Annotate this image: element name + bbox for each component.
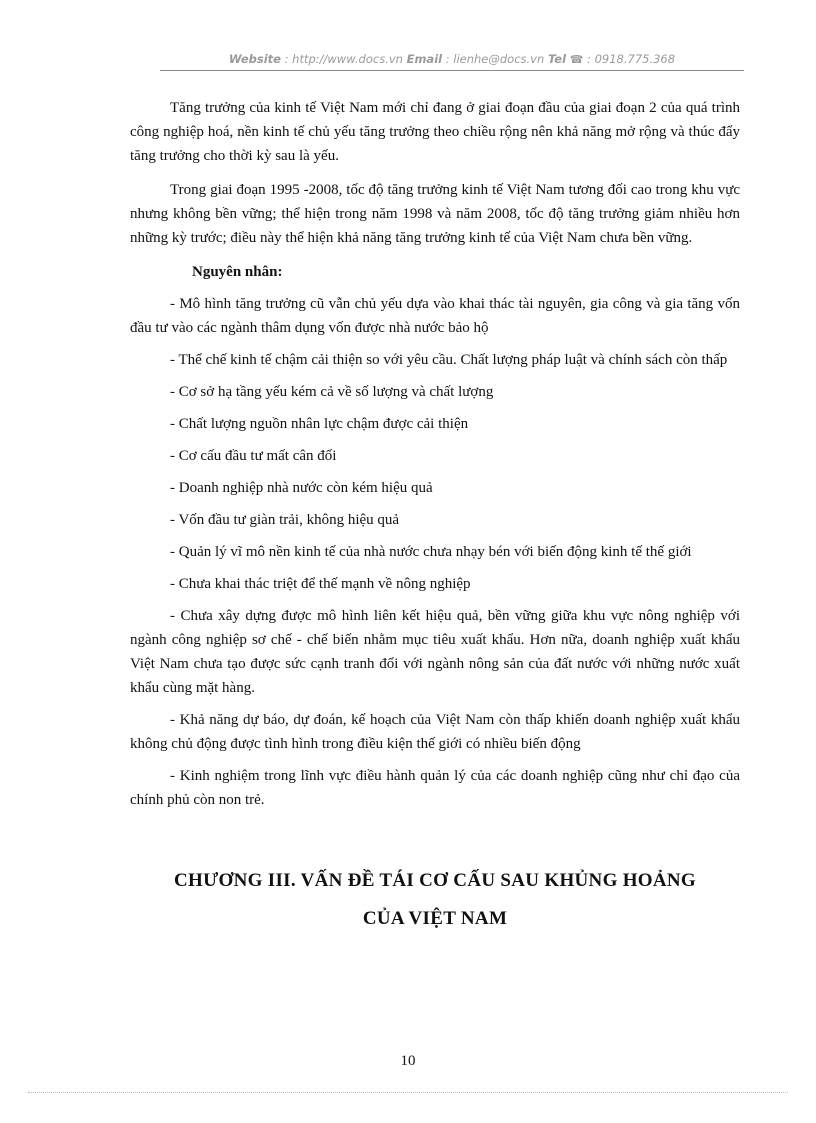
cause-item: - Cơ cấu đầu tư mất cân đối bbox=[170, 448, 337, 464]
cause-item: - Mô hình tăng trưởng cũ vẫn chủ yếu dựa vào khai thác tài nguyên, gia công và gia tăng vốn đầu tư vào các ngành thâm dụng vốn được nhà nước bảo hộ bbox=[130, 296, 740, 336]
email-value: : lienhe@docs.vn bbox=[442, 52, 548, 66]
paragraph-growth-period: Trong giai đoạn 1995 -2008, tốc độ tăng trưởng kinh tế Việt Nam tương đối cao trong khu vực nhưng không bền vững; thể hiện trong năm 1998 và năm 2008, tốc độ tăng trưởng giảm nhiều hơn những kỳ trước; điều này thể hiện khả năng tăng trưởng kinh tế của Việt Nam chưa bền vững. bbox=[130, 182, 740, 246]
cause-item: - Chưa khai thác triệt để thế mạnh về nông nghiệp bbox=[170, 576, 471, 592]
website-label: Website bbox=[228, 52, 281, 66]
cause-item: - Quản lý vĩ mô nền kinh tế của nhà nước chưa nhạy bén với biến động kinh tế thế giới bbox=[170, 544, 692, 560]
cause-item: - Chất lượng nguồn nhân lực chậm được cải thiện bbox=[170, 416, 469, 432]
page-header bbox=[160, 52, 744, 71]
chapter-title-line-1: CHƯƠNG III. VẤN ĐỀ TÁI CƠ CẤU SAU KHỦNG HOẢNG bbox=[174, 870, 696, 891]
cause-item: - Doanh nghiệp nhà nước còn kém hiệu quả bbox=[170, 480, 433, 496]
cause-item: - Kinh nghiệm trong lĩnh vực điều hành quản lý của các doanh nghiệp cũng như chỉ đạo của chính phủ còn non trẻ. bbox=[130, 768, 740, 808]
website-value: : http://www.docs.vn bbox=[280, 52, 407, 66]
phone-icon: ☎ bbox=[569, 53, 584, 66]
bottom-divider bbox=[28, 1092, 788, 1093]
tel-label: Tel bbox=[547, 52, 567, 66]
document-body bbox=[130, 96, 740, 820]
cause-item: - Cơ sở hạ tầng yếu kém cả về số lượng và chất lượng bbox=[170, 384, 494, 400]
chapter-heading bbox=[100, 862, 770, 938]
cause-item: - Khả năng dự báo, dự đoán, kế hoạch của Việt Nam còn thấp khiến doanh nghiệp xuất khẩu không chủ động được tình hình trong điều kiện thế giới có nhiều biến động bbox=[130, 712, 740, 752]
tel-value: : 0918.775.368 bbox=[583, 52, 676, 66]
page-number: 10 bbox=[400, 1053, 416, 1069]
causes-heading: Nguyên nhân: bbox=[192, 264, 283, 280]
chapter-title-line-2: CỦA VIỆT NAM bbox=[362, 908, 508, 929]
cause-item: - Vốn đầu tư giàn trải, không hiệu quả bbox=[170, 512, 400, 528]
paragraph-growth-stage: Tăng trưởng của kinh tế Việt Nam mới chỉ đang ở giai đoạn đầu của giai đoạn 2 của quá trình công nghiệp hoá, nền kinh tế chủ yếu tăng trưởng theo chiều rộng nên khả năng mở rộng và thúc đẩy tăng trưởng cho thời kỳ sau là yếu. bbox=[130, 100, 740, 164]
email-label: Email bbox=[406, 52, 443, 66]
cause-item: - Chưa xây dựng được mô hình liên kết hiệu quả, bền vững giữa khu vực nông nghiệp với ngành công nghiệp sơ chế - chế biến nhằm mục tiêu xuất khẩu. Hơn nữa, doanh nghiệp xuất khẩu Việt Nam chưa tạo được sức cạnh tranh đối với ngành nông sản của đất nước với những nước xuất khẩu cùng mặt hàng. bbox=[130, 608, 740, 696]
cause-item: - Thể chế kinh tế chậm cải thiện so với yêu cầu. Chất lượng pháp luật và chính sách còn thấp bbox=[170, 352, 728, 368]
